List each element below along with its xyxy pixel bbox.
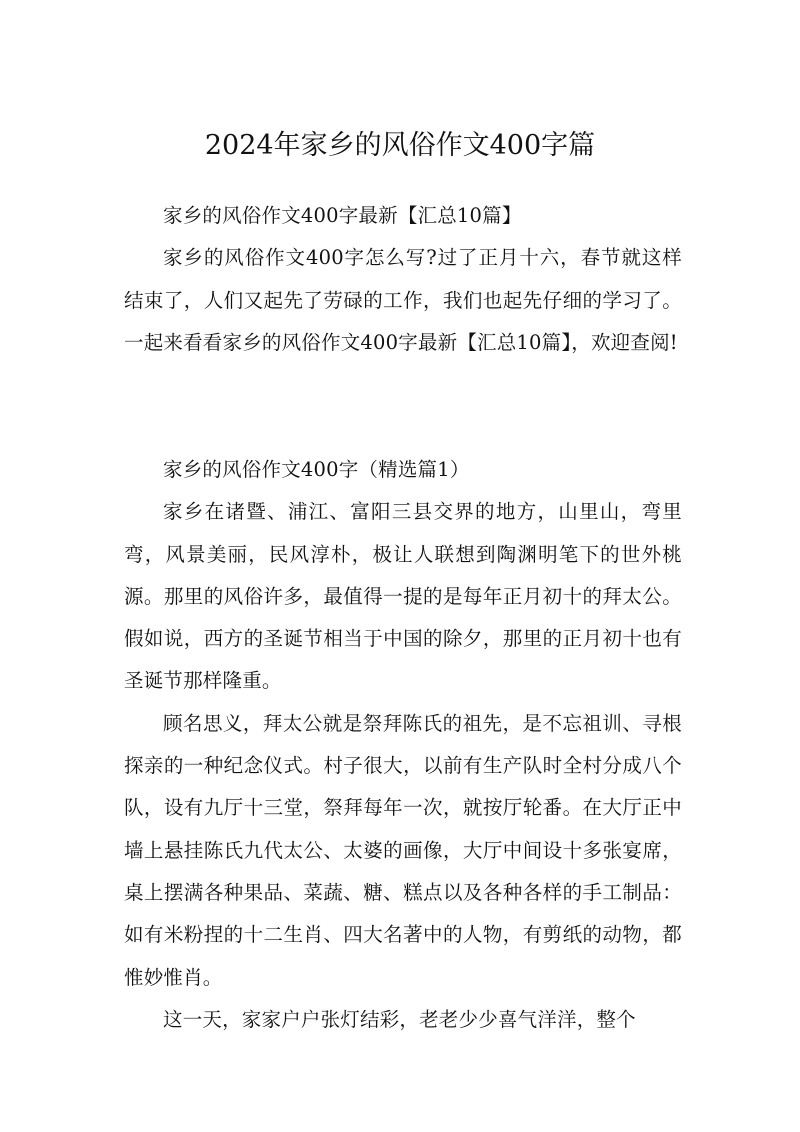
intro-section — [124, 195, 682, 364]
essay-1-paragraph-2: 顾名思义，拜太公就是祭拜陈氏的祖先，是不忘祖训、寻根探亲的一种纪念仪式。村子很大，以前有生产队时全村分成八个队，设有九厅十三堂，祭拜每年一次，就按厅轮番。在大厅正中墙上悬挂陈氏九代太公、太婆的画像，大厅中间设十多张宴席，桌上摆满各种果品、菜蔬、糖、糕点以及各种各样的手工制品：如有米粉捏的十二生肖、四大名著中的人物，有剪纸的动物，都惟妙惟肖。 — [124, 711, 682, 989]
document-title: 2024年家乡的风俗作文400字篇 — [204, 130, 596, 161]
intro-heading: 家乡的风俗作文400字最新【汇总10篇】 — [163, 204, 522, 227]
essay-1-paragraph-1: 家乡在诸暨、浦江、富阳三县交界的地方，山里山，弯里弯，风景美丽，民风淳朴，极让人联想到陶渊明笔下的世外桃源。那里的风俗许多，最值得一提的是每年正月初十的拜太公。假如说，西方的圣诞节相当于中国的除夕，那里的正月初十也有圣诞节那样隆重。 — [124, 500, 682, 693]
essay-1-section — [124, 449, 682, 1041]
essay-1-heading: 家乡的风俗作文400字（精选篇1） — [163, 458, 470, 481]
essay-1-paragraph-3: 这一天，家家户户张灯结彩，老老少少喜气洋洋，整个 — [163, 1007, 636, 1031]
intro-paragraph: 家乡的风俗作文400字怎么写?过了正月十六，春节就这样结束了，人们又起先了劳碌的工作，我们也起先仔细的学习了。一起来看看家乡的风俗作文400字最新【汇总10篇】，欢迎查阅! — [124, 246, 682, 354]
